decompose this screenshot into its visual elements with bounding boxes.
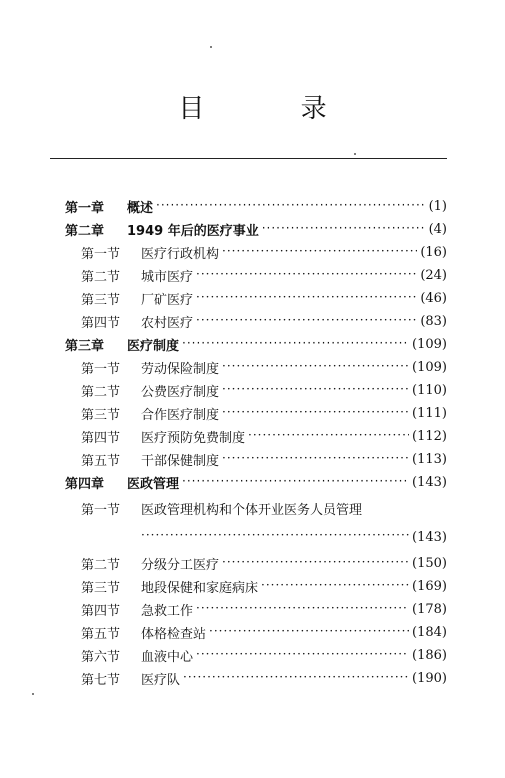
dot-leader [262, 223, 426, 237]
toc-entry[interactable] [65, 287, 447, 310]
toc-entry-page: (169) [412, 579, 447, 594]
toc-entry-number: 第二章 [65, 224, 105, 239]
toc-entry-label: 医疗行政机构 [141, 247, 220, 262]
toc-entry-page: (190) [412, 671, 447, 686]
toc-entry-label: 急救工作 [141, 604, 194, 619]
toc-entry-label: 1949 年后的医疗事业 [127, 224, 259, 239]
toc-entry-number: 第一节 [81, 247, 121, 262]
scan-speck [32, 693, 34, 695]
toc-entry[interactable] [65, 552, 447, 575]
toc-entry[interactable] [65, 425, 447, 448]
toc-entry-label: 医政管理机构和个体开业医务人员管理 [141, 502, 363, 518]
toc-entry-number: 第二节 [81, 270, 121, 285]
toc-entry-page: (112) [412, 429, 447, 444]
toc-entry-number: 第一节 [81, 362, 121, 377]
dot-leader [261, 580, 409, 594]
dot-leader [196, 292, 417, 306]
toc-entry[interactable] [65, 218, 447, 241]
toc-entry-number: 第三节 [81, 408, 121, 423]
toc-entry-number: 第四章 [65, 477, 105, 492]
toc-entry[interactable] [65, 356, 447, 379]
toc-entry-label: 干部保健制度 [141, 454, 220, 469]
toc-entry[interactable] [65, 195, 447, 218]
toc-entry-label: 血液中心 [141, 650, 194, 665]
dot-leader [248, 430, 409, 444]
dot-leader [156, 200, 426, 214]
toc-entry-page: (4) [428, 222, 447, 237]
toc-entry-number: 第二节 [81, 558, 121, 573]
toc-entry-label: 劳动保险制度 [141, 362, 220, 377]
toc-entry-number: 第七节 [81, 673, 121, 688]
toc-entry[interactable] [65, 264, 447, 287]
dot-leader [196, 603, 409, 617]
dot-leader [222, 557, 409, 571]
toc-entry[interactable] [65, 241, 447, 264]
title-divider [50, 158, 447, 159]
dot-leader [222, 453, 409, 467]
toc-entry[interactable] [65, 494, 447, 522]
scan-speck [354, 153, 356, 155]
toc-entry-page: (16) [420, 245, 447, 260]
toc-entry-page: (178) [412, 602, 447, 617]
dot-leader [222, 407, 409, 421]
toc-entry-label: 概述 [127, 201, 154, 216]
table-of-contents [65, 195, 447, 690]
dot-leader [222, 361, 409, 375]
toc-entry-number: 第四节 [81, 604, 121, 619]
toc-entry-page: (186) [412, 648, 447, 663]
toc-entry-number: 第一章 [65, 201, 105, 216]
toc-entry-number: 第五节 [81, 454, 121, 469]
toc-entry-page: (109) [412, 337, 447, 352]
toc-entry-page: (110) [412, 383, 447, 398]
toc-entry[interactable] [65, 598, 447, 621]
toc-entry[interactable] [65, 333, 447, 356]
dot-leader [182, 338, 409, 352]
toc-entry[interactable] [65, 402, 447, 425]
toc-entry-label: 公费医疗制度 [141, 385, 220, 400]
toc-entry-label: 医政管理 [127, 477, 180, 492]
toc-entry-page: (143) [412, 475, 447, 490]
toc-entry[interactable] [65, 379, 447, 402]
dot-leader [141, 530, 409, 544]
toc-entry-label: 体格检查站 [141, 627, 207, 642]
toc-entry-number: 第五节 [81, 627, 121, 642]
dot-leader [209, 626, 409, 640]
dot-leader [196, 649, 409, 663]
toc-entry-page: (24) [420, 268, 447, 283]
toc-entry-label: 厂矿医疗 [141, 293, 194, 308]
toc-entry-label: 分级分工医疗 [141, 558, 220, 573]
toc-entry-label: 合作医疗制度 [141, 408, 220, 423]
toc-entry-continuation[interactable] [65, 522, 447, 552]
toc-entry-number: 第三章 [65, 339, 105, 354]
toc-entry-number: 第四节 [81, 431, 121, 446]
toc-entry-label: 医疗队 [141, 673, 181, 688]
toc-entry-label: 农村医疗 [141, 316, 194, 331]
toc-entry[interactable] [65, 575, 447, 598]
toc-entry[interactable] [65, 621, 447, 644]
toc-entry-number: 第三节 [81, 293, 121, 308]
toc-entry-page: (184) [412, 625, 447, 640]
dot-leader [182, 476, 409, 490]
page-title: 目 录 [178, 94, 371, 124]
toc-entry-number: 第六节 [81, 650, 121, 665]
toc-entry-number: 第二节 [81, 385, 121, 400]
toc-entry-page: (150) [412, 556, 447, 571]
toc-entry-page: (113) [412, 452, 447, 467]
toc-entry-page: (83) [420, 314, 447, 329]
toc-entry-number: 第一节 [81, 502, 121, 518]
toc-entry[interactable] [65, 644, 447, 667]
toc-entry-label: 医疗制度 [127, 339, 180, 354]
toc-entry-page: (46) [420, 291, 447, 306]
toc-entry[interactable] [65, 310, 447, 333]
dot-leader [196, 269, 417, 283]
toc-entry[interactable] [65, 471, 447, 494]
dot-leader [222, 384, 409, 398]
toc-entry-page: (109) [412, 360, 447, 375]
toc-entry-page: (1) [428, 199, 447, 214]
toc-entry-label: 医疗预防免费制度 [141, 431, 246, 446]
scan-speck [210, 46, 212, 48]
toc-entry-label: 城市医疗 [141, 270, 194, 285]
toc-entry-number: 第三节 [81, 581, 121, 596]
toc-entry[interactable] [65, 448, 447, 471]
toc-entry-label: 地段保健和家庭病床 [141, 581, 259, 596]
toc-entry-page: (143) [412, 529, 447, 545]
dot-leader [196, 315, 417, 329]
toc-entry-page: (111) [412, 406, 447, 421]
toc-entry-number: 第四节 [81, 316, 121, 331]
toc-entry[interactable] [65, 667, 447, 690]
dot-leader [222, 246, 417, 260]
dot-leader [183, 672, 409, 686]
